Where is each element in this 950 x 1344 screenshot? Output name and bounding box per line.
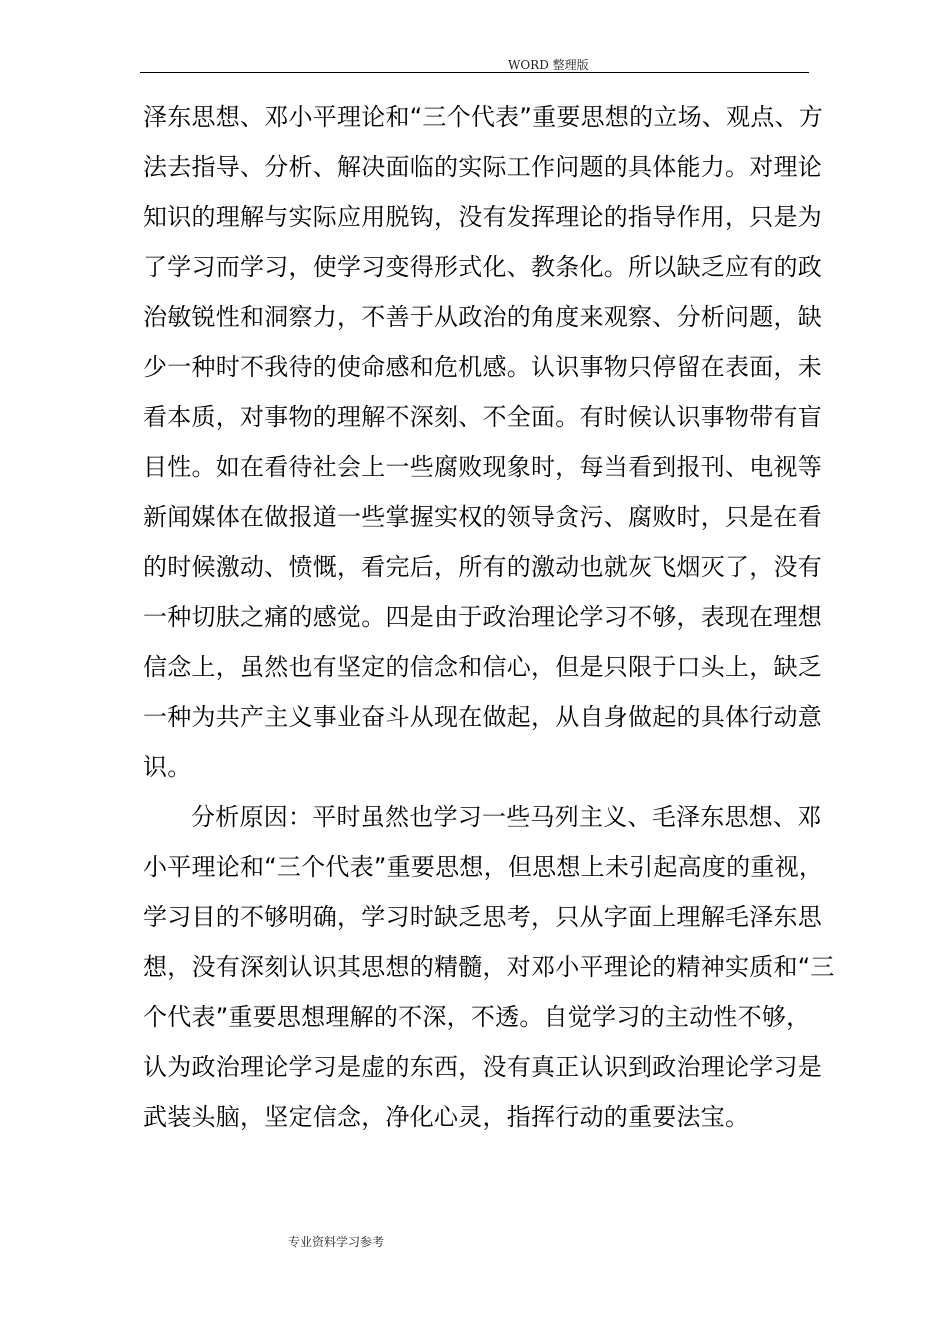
- text-line: 个代表”重要思想理解的不深，不透。自觉学习的主动性不够，: [143, 1003, 811, 1031]
- page-header: [140, 54, 809, 72]
- text-line: 看本质，对事物的理解不深刻、不全面。有时候认识事物带有盲: [143, 403, 822, 431]
- document-body: [143, 92, 835, 1142]
- paragraph-2: [143, 792, 835, 1142]
- text-line: 分析原因：平时虽然也学习一些马列主义、毛泽东思想、邓: [191, 803, 822, 831]
- text-line: 泽东思想、邓小平理论和“三个代表”重要思想的立场、观点、方: [143, 103, 824, 131]
- text-line: 学习目的不够明确，学习时缺乏思考，只从字面上理解毛泽东思: [143, 903, 822, 931]
- text-line: 的时候激动、愤慨，看完后，所有的激动也就灰飞烟灭了，没有: [143, 553, 822, 581]
- text-line: 了学习而学习，使学习变得形式化、教条化。所以缺乏应有的政: [143, 253, 822, 281]
- text-line: 法去指导、分析、解决面临的实际工作问题的具体能力。对理论: [143, 153, 822, 181]
- text-line: 小平理论和“三个代表”重要思想，但思想上未引起高度的重视，: [143, 853, 824, 881]
- text-line: 识。: [143, 753, 192, 781]
- text-line: 目性。如在看待社会上一些腐败现象时，每当看到报刊、电视等: [143, 453, 822, 481]
- text-line: 新闻媒体在做报道一些掌握实权的领导贪污、腐败时，只是在看: [143, 503, 822, 531]
- text-line: 认为政治理论学习是虚的东西，没有真正认识到政治理论学习是: [143, 1053, 822, 1081]
- header-title: WORD 整理版: [508, 58, 589, 72]
- text-line: 武装头脑，坚定信念，净化心灵，指挥行动的重要法宝。: [143, 1103, 750, 1131]
- text-line: 信念上，虽然也有坚定的信念和信心，但是只限于口头上，缺乏: [143, 653, 822, 681]
- text-line: 一种为共产主义事业奋斗从现在做起，从自身做起的具体行动意: [143, 703, 822, 731]
- paragraph-1: [143, 92, 824, 792]
- text-line: 少一种时不我待的使命感和危机感。认识事物只停留在表面，未: [143, 353, 822, 381]
- page-footer: 专业资料学习参考: [288, 1235, 385, 1249]
- text-line: 知识的理解与实际应用脱钩，没有发挥理论的指导作用，只是为: [143, 203, 822, 231]
- text-line: 治敏锐性和洞察力，不善于从政治的角度来观察、分析问题，缺: [143, 303, 822, 331]
- text-line: 想，没有深刻认识其思想的精髓，对邓小平理论的精神实质和“三: [143, 953, 835, 981]
- header-divider: [140, 72, 809, 73]
- text-line: 一种切肤之痛的感觉。四是由于政治理论学习不够，表现在理想: [143, 603, 822, 631]
